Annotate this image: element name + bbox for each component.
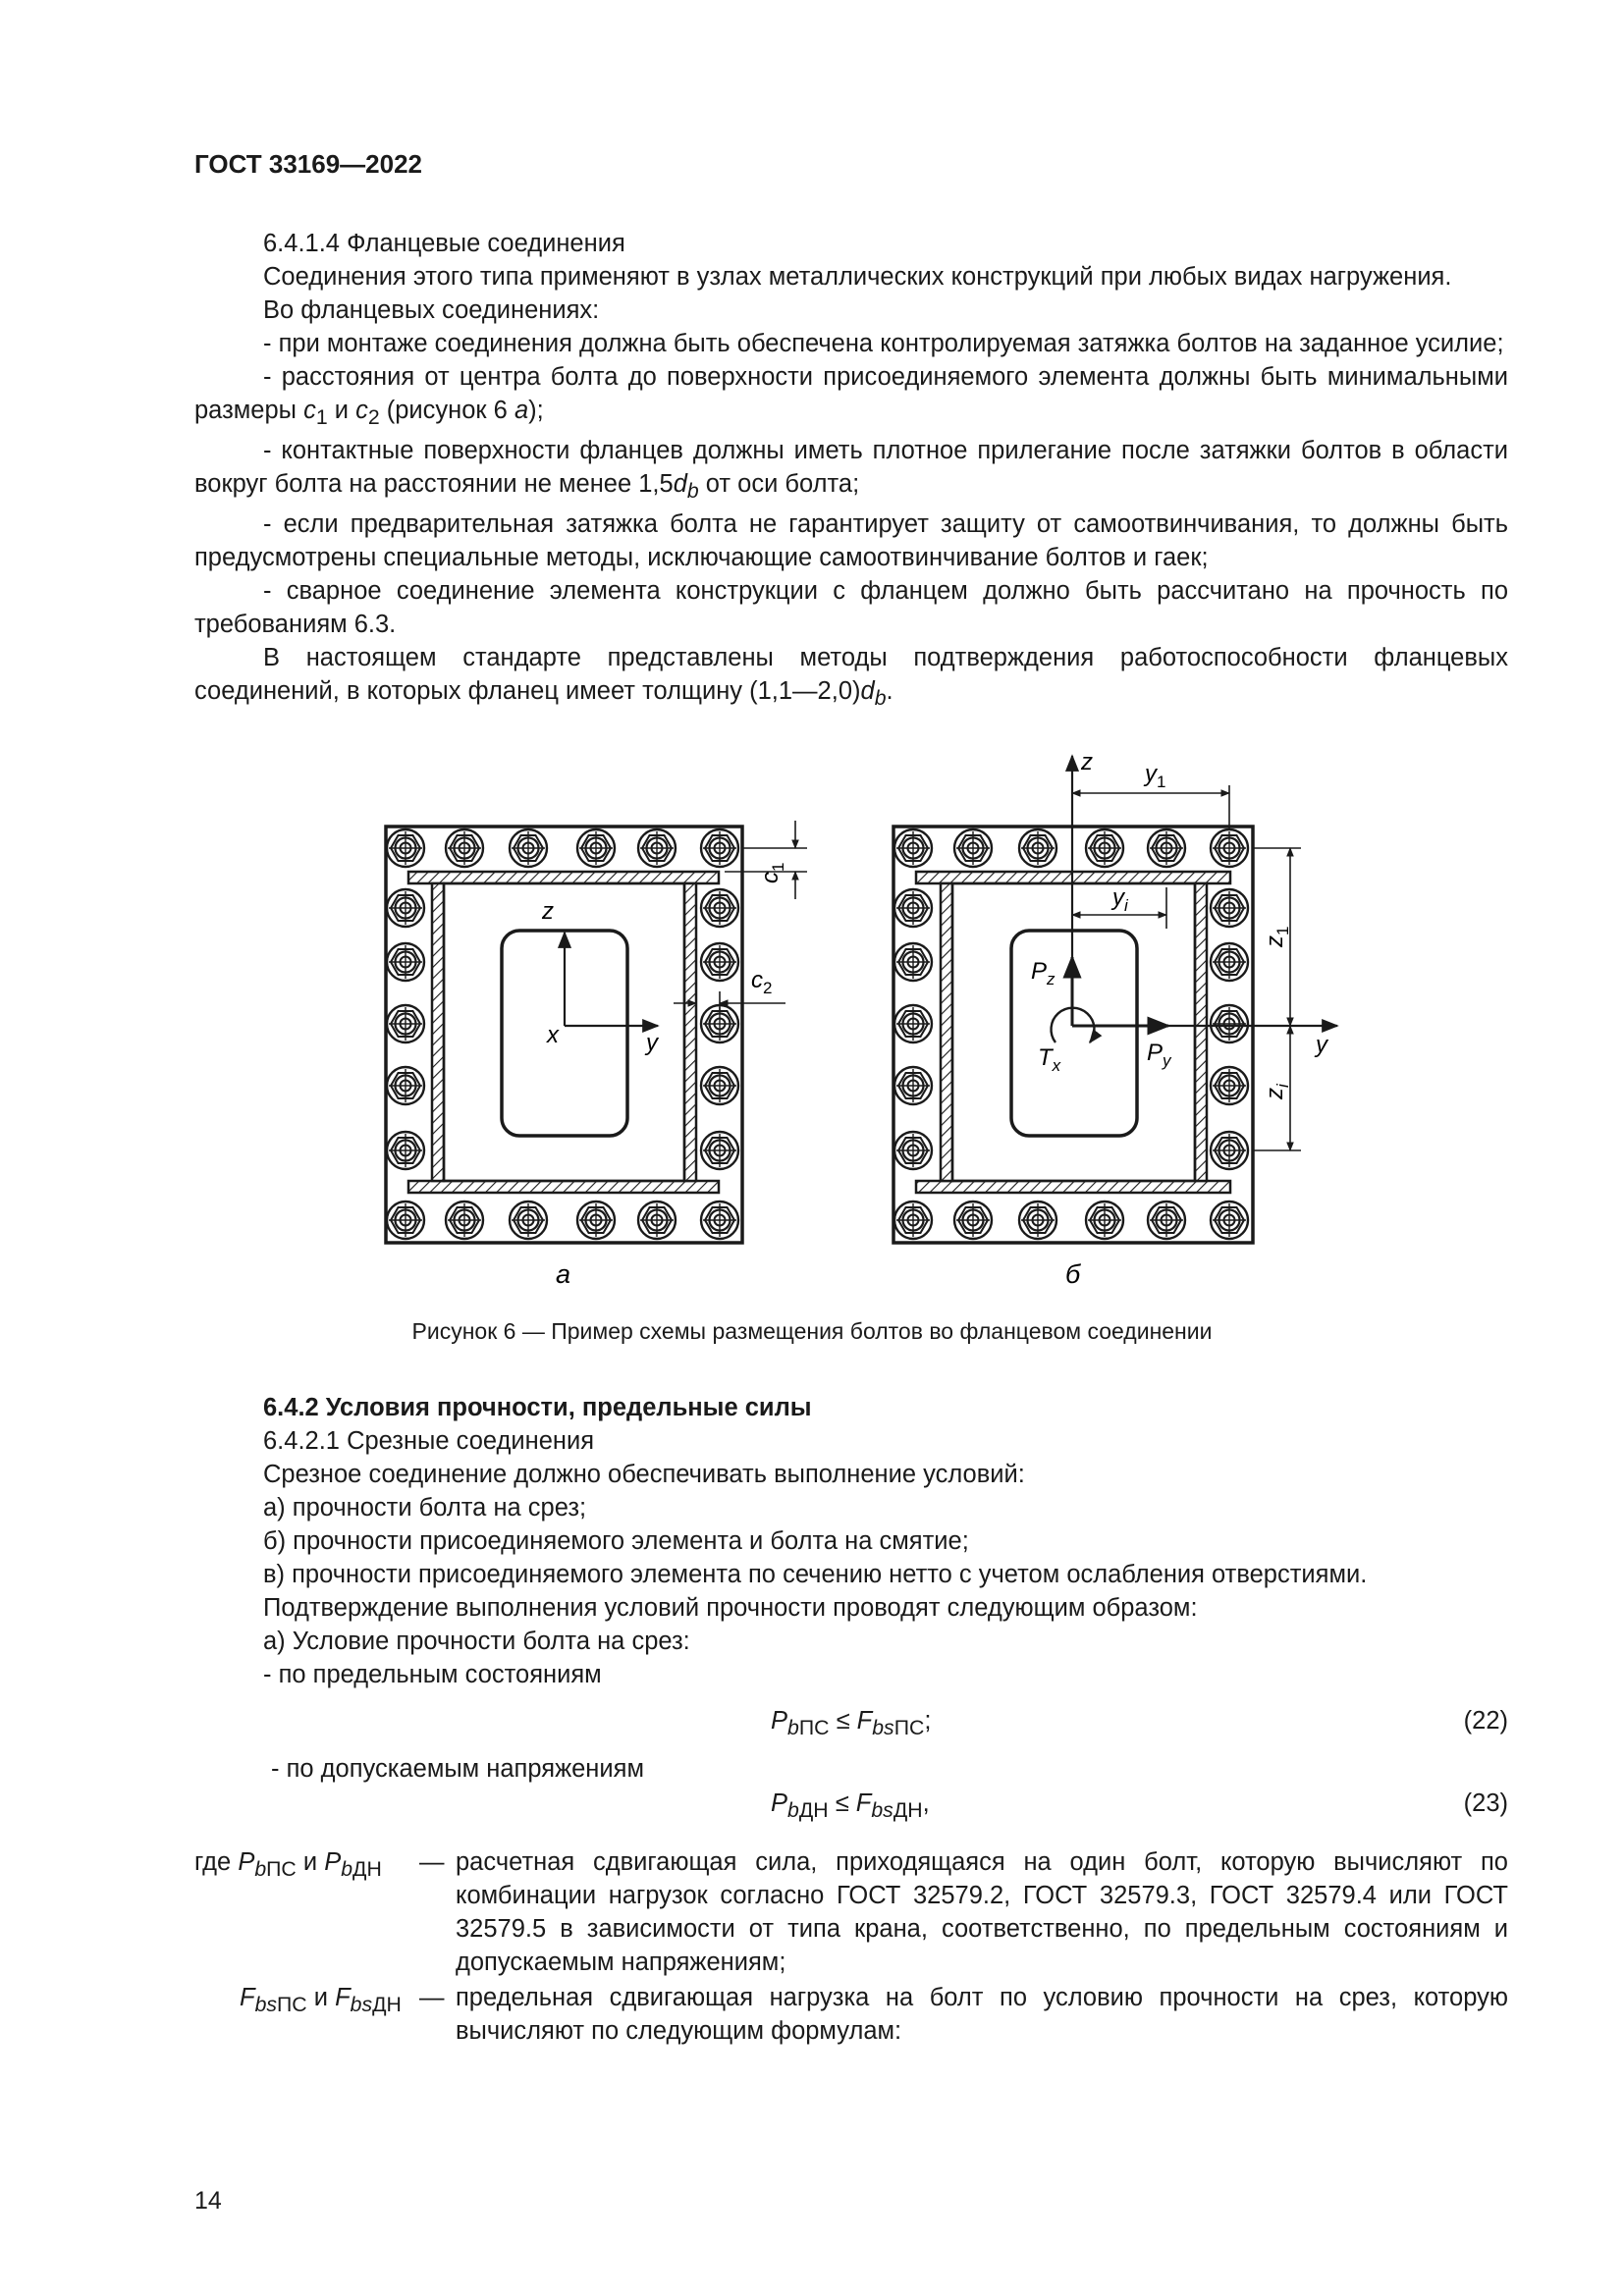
list-item: - сварное соединение элемента конструкции с фланцем должно быть рассчитано на прочность по требованиям 6.3. — [194, 577, 1508, 639]
list-item: б) прочности присоединяемого элемента и болта на смятие; — [263, 1527, 969, 1555]
dim-y1-label: $y_1$ — [1145, 761, 1166, 791]
formula-23: $P_{bДН} \le F_{bsДН}$, — [771, 1789, 930, 1823]
definition-dash: — — [419, 1984, 445, 2011]
definition-text: предельная сдвигающая нагрузка на болт по условию прочности на срез, которую вычисляют по следующим формулам: — [456, 1984, 1508, 2045]
equation-number-22: (22) — [1463, 1707, 1508, 1735]
force-py-label: $P_y$ — [1147, 1040, 1171, 1070]
panel-a-label: а — [556, 1259, 571, 1289]
paragraph: Срезное соединение должно обеспечивать выполнение условий: — [263, 1461, 1025, 1488]
list-item: - расстояния от центра болта до поверхности присоединяемого элемента должны быть минимальными размеры $c_1$ и $c_2$ (рисунок 6 а); — [194, 363, 1508, 430]
subsection-title: 6.4.2.1 Срезные соединения — [263, 1427, 595, 1455]
moment-tx-label: $T_x$ — [1038, 1044, 1061, 1075]
section-title: 6.4.2 Условия прочности, предельные силы — [263, 1394, 812, 1421]
definition-dash: — — [419, 1848, 445, 1876]
panel-b-drawing — [893, 756, 1337, 1243]
panel-b-label: б — [1065, 1259, 1081, 1289]
section-block — [194, 1391, 1508, 1691]
dim-z1-label: $z_1$ — [1262, 926, 1292, 947]
panel-a-drawing — [386, 821, 807, 1243]
definition-term: $F_{bsПС}$ и $F_{bsДН}$ — [240, 1984, 402, 2017]
list-item: в) прочности присоединяемого элемента по сечению нетто с учетом ослабления отверстиями. — [263, 1561, 1368, 1588]
list-item: - контактные поверхности фланцев должны иметь плотное прилегание после затяжки болтов в области вокруг болта на расстоянии не менее $1,5d_b$ от оси болта; — [194, 437, 1508, 504]
equation-number-23: (23) — [1463, 1789, 1508, 1817]
document-header: ГОСТ 33169—2022 — [194, 149, 422, 179]
dim-c1-label: $c_1$ — [757, 862, 787, 883]
paragraph: В настоящем стандарте представлены методы подтверждения работоспособности фланцевых соединений, в которых фланец имеет толщину $(1,1—2,0)d_b$. — [194, 644, 1508, 711]
formula-22: $P_{bПС} \le F_{bsПС}$; — [771, 1707, 932, 1740]
axis-x-label: x — [547, 1022, 559, 1048]
definition-row — [194, 1981, 1508, 2050]
dim-c2-label: $c_2$ — [751, 967, 773, 997]
list-item: - при монтаже соединения должна быть обеспечена контролируемая затяжка болтов на заданное усилие; — [263, 330, 1504, 357]
paragraph: Соединения этого типа применяют в узлах металлических конструкций при любых видах нагружения. — [263, 263, 1452, 291]
list-item: - по предельным состояниям — [263, 1661, 602, 1688]
definition-row — [194, 1845, 1508, 1983]
force-pz-label: $P_z$ — [1031, 958, 1056, 988]
definition-term: где $P_{bПС}$ и $P_{bДН}$ — [194, 1848, 382, 1882]
definition-text: расчетная сдвигающая сила, приходящаяся на один болт, которую вычисляют по комбинации нагрузок согласно ГОСТ 32579.2, ГОСТ 32579.3, ГОСТ 32579.4 или ГОСТ 32579.5 в зависимости от типа крана, соответственно, по предельным состояниям и допускаемым напряжениям; — [456, 1848, 1508, 1976]
dim-yi-label: $y_i$ — [1112, 884, 1128, 915]
figure-caption: Рисунок 6 — Пример схемы размещения болтов во фланцевом соединении — [411, 1318, 1213, 1344]
axis-y-label: y — [646, 1030, 658, 1056]
list-item: - если предварительная затяжка болта не гарантирует защиту от самоотвинчивания, то должны быть предусмотрены специальные методы, исключающие самоотвинчивание болтов и гаек; — [194, 510, 1508, 572]
dim-zi-label: $z_i$ — [1262, 1084, 1292, 1099]
axis-y-label: y — [1316, 1032, 1327, 1058]
axis-z-label: z — [1081, 749, 1093, 775]
paragraph: Во фланцевых соединениях: — [263, 296, 600, 324]
axis-z-label: z — [542, 898, 554, 925]
list-item: а) прочности болта на срез; — [263, 1494, 587, 1522]
subsection-title: 6.4.1.4 Фланцевые соединения — [263, 230, 625, 257]
list-item: - по допускаемым напряжениям — [271, 1755, 644, 1783]
list-item: а) Условие прочности болта на срез: — [263, 1628, 690, 1655]
paragraph: Подтверждение выполнения условий прочности проводят следующим образом: — [263, 1594, 1198, 1622]
page-number: 14 — [194, 2187, 222, 2215]
